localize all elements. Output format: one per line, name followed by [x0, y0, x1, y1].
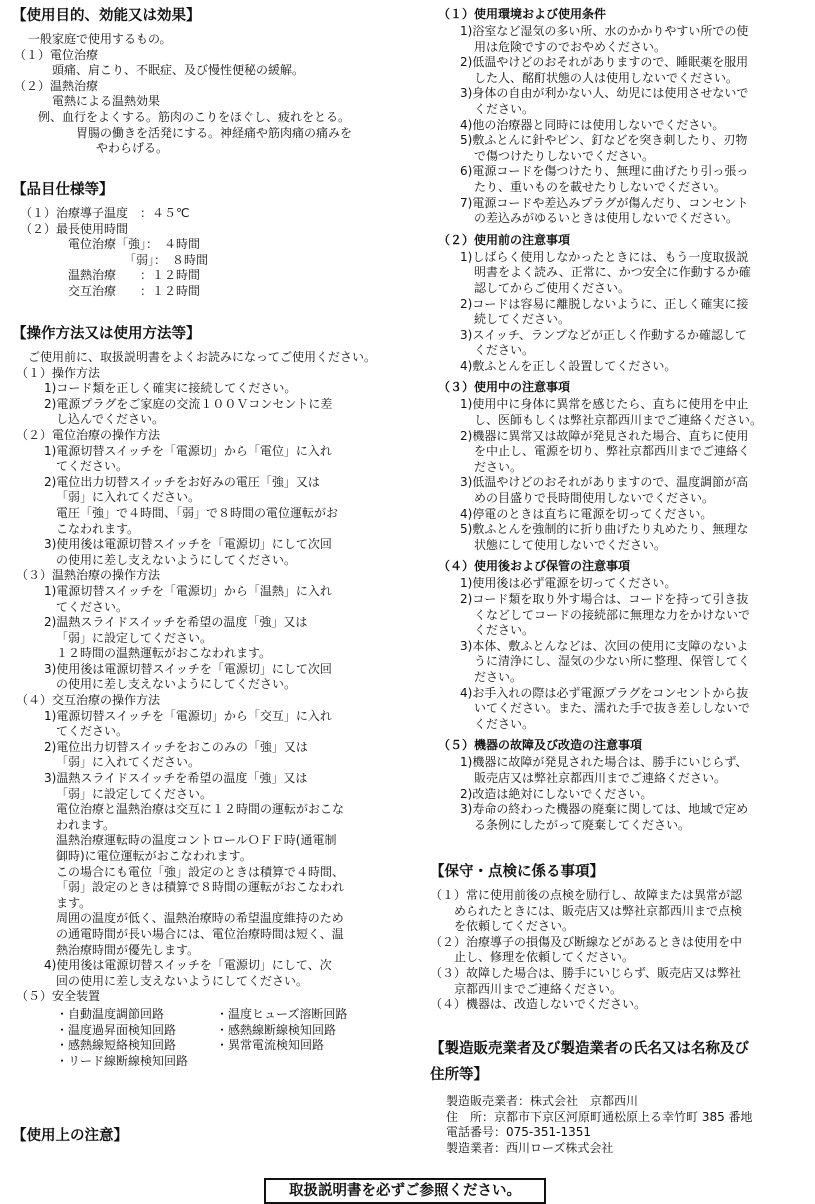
- caution-line: めの目盛りで長時間使用しないでください。: [474, 491, 715, 506]
- operation-section: [12, 324, 402, 1069]
- caution-line: 4)他の治療器と同時には使用しないでください。: [460, 117, 725, 132]
- maker-section: [430, 1036, 808, 1156]
- operation-line: 3)温熱スライドスイッチを希望の温度「強」又は: [44, 771, 308, 786]
- operation-line: 2)温熱スライドスイッチを希望の温度「強」又は: [44, 615, 308, 630]
- caution-line: を中止し、電源を切り、弊社京都西川までご連絡く: [474, 444, 751, 459]
- operation-line: 1)コード類を正しく確実に接続してください。: [44, 381, 297, 396]
- caution-section: [438, 6, 808, 227]
- operation-line: 「弱」に設定してください。: [56, 786, 213, 801]
- caution-line: たり、重いものを載せたりしないでください。: [474, 179, 727, 194]
- caution-line: 3)寿命の終わった機器の廃棄に関しては、地域で定め: [460, 802, 749, 817]
- operation-line: の使用に差し支えないようにしてください。: [56, 677, 297, 692]
- maintenance-line: （３）故障した場合は、勝手にいじらず、販売店又は弊社: [430, 965, 742, 980]
- operation-line: 3)使用後は電源切替スイッチを「電源切」にして次回: [44, 661, 332, 676]
- caution-line: 2)コード類を取り外す場合は、コードを持って引き抜: [460, 592, 749, 606]
- operation-line: 2)電源プラグをご家庭の交流１００Ｖコンセントに差: [44, 396, 333, 411]
- caution-line: ください。: [474, 101, 535, 116]
- caution-section: [438, 558, 808, 732]
- caution-line: ださい。: [474, 669, 523, 684]
- maintenance-section: [430, 862, 808, 1013]
- caution-section-title: （４）使用後および保管の注意事項: [438, 559, 631, 574]
- caution-line: で傷つけたりしないでください。: [474, 148, 655, 163]
- caution-line: ください。: [474, 716, 535, 731]
- operation-line: の使用に差し支えないようにしてください。: [56, 552, 297, 567]
- operation-line: ます。: [56, 895, 92, 910]
- caution-line: 状態にして使用しないでください。: [474, 537, 667, 552]
- operation-lines: [12, 366, 402, 1005]
- spec-line: 温熱治療 ：１２時間: [68, 268, 201, 283]
- operation-line: の通電時間が長い場合には、電位治療時間は短く、温: [56, 926, 344, 941]
- safety-item: ・温度過昇面検知回路: [56, 1022, 177, 1037]
- operation-line: 「弱」に入れてください。: [56, 755, 201, 770]
- purpose-line: 一般家庭で使用するもの。: [28, 32, 172, 46]
- maintenance-line: 止し、修理を依頼してください。: [454, 950, 635, 965]
- operation-line: 3)使用後は電源切替スイッチを「電源切」にして次回: [44, 537, 332, 552]
- operation-line: 4)使用後は電源切替スイッチを「電源切」にして、次: [44, 958, 332, 973]
- maker-heading: 【製造販売業者及び製造業者の氏名又は名称及び: [430, 1041, 749, 1057]
- maintenance-line: （２）治療導子の損傷及び断線などがあるときは使用を中: [430, 934, 743, 949]
- caution-line: ださい。: [474, 459, 523, 474]
- maintenance-line: められたときには、販売店又は弊社京都西川まで点検: [454, 903, 743, 918]
- maintenance-line: （１）常に使用前後の点検を励行し、故障または異常が認: [430, 888, 743, 902]
- spec-line: 電位治療「強」： ４時間: [68, 237, 201, 252]
- operation-line: 周囲の温度が低く、温熱治療時の希望温度維持のため: [56, 911, 344, 926]
- caution-line: ください。: [474, 343, 535, 358]
- caution-sections: [438, 6, 808, 838]
- operation-line: （１）操作方法: [16, 365, 101, 380]
- caution-line: 3)本体、敷ふとんなどは、次回の使用に支障のないよ: [460, 638, 749, 653]
- caution-line: 1)機器に故障が発見された場合は、勝手にいじらず、: [460, 755, 748, 770]
- operation-line: われます。: [56, 817, 116, 832]
- caution-line: 認してからご使用ください。: [474, 280, 631, 295]
- operation-line: てください。: [56, 599, 129, 614]
- caution-line: る条例にしたがって廃棄してください。: [474, 817, 691, 832]
- spec-heading: 【品目仕様等】: [12, 182, 114, 198]
- caution-line: 1)使用中に身体に異常を感じたら、直ちに使用を中止: [460, 397, 749, 412]
- safety-item: ・感熱線断線検知回路: [216, 1022, 337, 1037]
- operation-line: 温熱治療運転時の温度コントロールＯＦＦ時(通電制: [56, 833, 337, 848]
- operation-line: （３）温熱治療の操作方法: [16, 568, 161, 583]
- operation-line: 「弱」に設定してください。: [56, 630, 213, 645]
- caution-line: 5)敷ふとんを強制的に折り曲げたり丸めたり、無理な: [460, 522, 749, 537]
- operation-heading: 【操作方法又は使用方法等】: [12, 326, 201, 342]
- caution-line: し、医師もしくは弊社京都西川までご連絡ください。: [474, 413, 763, 428]
- caution-line: うに清浄にし、湿気の少ない所に整理、保管してく: [474, 654, 751, 669]
- caution-line: 6)電源コードを傷つけたり、無理に曲げたり引っ張っ: [460, 164, 749, 179]
- caution-section-title: （５）機器の故障及び改造の注意事項: [438, 738, 643, 753]
- operation-line: てください。: [56, 724, 129, 739]
- caution-line: いてください。また、濡れた手で抜き差ししないで: [474, 701, 751, 716]
- purpose-section: [12, 6, 352, 157]
- operation-line: 「弱」に入れてください。: [56, 490, 201, 505]
- caution-line: 4)停電のときは直ちに電源を切ってください。: [460, 506, 713, 521]
- caution-line: 2)低温やけどのおそれがありますので、睡眠薬を服用: [460, 55, 749, 70]
- operation-line: し込んでください。: [56, 412, 165, 427]
- caution-line: 明書をよく読み、正常に、かつ安全に作動するか確: [474, 265, 751, 280]
- caution-section-title: （１）使用環境および使用条件: [438, 7, 607, 21]
- caution-line: 4)敷ふとんを正しく設置してください。: [460, 358, 677, 373]
- caution-line: くなどしてコードの接続部に無理な力をかけないで: [474, 607, 751, 622]
- caution-section-title: （２）使用前の注意事項: [438, 232, 571, 247]
- operation-line: 1)電源切替スイッチを「電源切」から「電位」に入れ: [44, 443, 332, 458]
- operation-line: （５）安全装置: [16, 989, 101, 1004]
- maintenance-line: を依頼してください。: [454, 919, 575, 934]
- caution-line: した人、酩酊状態の人は使用しないでください。: [474, 70, 739, 85]
- caution-line: 2)改造は絶対にしないでください。: [460, 786, 653, 801]
- caution-line: 用は危険ですのでおやめください。: [474, 39, 667, 54]
- maintenance-line: （４）機器は、改造しないでください。: [430, 997, 647, 1012]
- caution-section: [438, 379, 808, 553]
- caution-line: の差込みがゆるいときは使用しないでください。: [474, 211, 739, 226]
- caution-line: 3)低温やけどのおそれがありますので、温度調節が高: [460, 475, 749, 490]
- purpose-line: （１）電位治療: [14, 47, 99, 62]
- caution-line: 1)しばらく使用しなかったときには、もう一度取扱説: [460, 249, 749, 264]
- operation-line: この場合にも電位「強」設定のときは積算で４時間、: [56, 864, 345, 879]
- spec-line: （１）治療導子温度 ：４５℃: [20, 206, 190, 220]
- operation-line: 1)電源切替スイッチを「電源切」から「交互」に入れ: [44, 708, 332, 723]
- notice-box: 取扱説明書を必ずご参照ください。: [264, 1178, 546, 1204]
- operation-line: 2)電位出力切替スイッチをおこのみの「強」又は: [44, 739, 308, 754]
- caution-line: 3)身体の自由が利かない人、幼児には使用させないで: [460, 86, 749, 101]
- safety-list-right: [216, 1007, 347, 1069]
- maintenance-heading: 【保守・点検に係る事項】: [430, 864, 604, 880]
- safety-list-left: [56, 1007, 216, 1069]
- purpose-line: 胃腸の働きを活発にする。神経痛や筋肉痛の痛みを: [76, 125, 353, 140]
- caution-line: 3)スイッチ、ランプなどが正しく作動するか確認して: [460, 327, 747, 342]
- operation-intro: ご使用前に、取扱説明書をよくお読みになってご使用ください。: [28, 350, 377, 364]
- operation-line: 御時)に電位運転がおこなわれます。: [56, 849, 252, 863]
- maker-line: 製造業者：西川ローズ株式会社: [446, 1140, 614, 1155]
- caution-line: 1)浴室など湿気の多い所、水のかかりやすい所での使: [460, 24, 749, 38]
- maker-heading-cont: 住所等】: [430, 1067, 488, 1083]
- caution-line: 2)コードは容易に離脱しないように、正しく確実に接: [460, 296, 749, 311]
- operation-line: （２）電位治療の操作方法: [16, 427, 161, 442]
- safety-devices: [12, 1007, 402, 1069]
- maintenance-line: 京都西川までご連絡ください。: [454, 981, 623, 996]
- purpose-heading: 【使用目的、効能又は効果】: [12, 8, 201, 24]
- caution-section-title: （３）使用中の注意事項: [438, 380, 571, 395]
- spec-line: 「弱」： ８時間: [124, 252, 209, 267]
- safety-item: ・自動温度調節回路: [56, 1006, 165, 1021]
- caution-line: 続してください。: [474, 312, 571, 327]
- maker-line: 住 所：京都市下京区河原町通松原上る幸竹町 385 番地: [446, 1109, 753, 1124]
- maker-line: 電話番号：075-351-1351: [446, 1125, 592, 1140]
- operation-line: １２時間の温熱運転がおこなわれます。: [56, 646, 272, 661]
- operation-line: こなわれます。: [56, 521, 140, 536]
- safety-item: ・感熱線短絡検知回路: [56, 1038, 177, 1053]
- safety-item: ・異常電流検知回路: [216, 1038, 325, 1053]
- purpose-line: 頭痛、肩こり、不眠症、及び慢性便秘の緩解。: [52, 63, 305, 78]
- operation-line: 回の使用に差し支えないようにしてください。: [56, 973, 309, 988]
- operation-line: 1)電源切替スイッチを「電源切」から「温熱」に入れ: [44, 583, 332, 598]
- spec-section: [12, 180, 208, 300]
- operation-line: 「弱」設定のときは積算で８時間の運転がおこなわれ: [56, 880, 345, 895]
- purpose-line: やわらげる。: [96, 141, 169, 156]
- caution-line: 4)お手入れの際は必ず電源プラグをコンセントから抜: [460, 685, 749, 700]
- safety-item: ・リード線断線検知回路: [56, 1053, 189, 1068]
- operation-line: てください。: [56, 459, 129, 474]
- caution-line: 7)電源コードや差込みプラグが傷んだり、コンセント: [460, 195, 749, 210]
- spec-line: 交互治療 ：１２時間: [68, 283, 201, 298]
- caution-heading: 【使用上の注意】: [12, 1128, 128, 1144]
- caution-line: ください。: [474, 623, 535, 638]
- purpose-line: 例、血行をよくする。筋肉のこりをほぐし、疲れをとる。: [38, 109, 351, 124]
- operation-line: 熱治療時間が優先します。: [56, 942, 200, 957]
- spec-line: （２）最長使用時間: [20, 221, 129, 236]
- operation-line: （４）交互治療の操作方法: [16, 693, 161, 708]
- caution-line: 5)敷ふとんに針やピン、釘などを突き刺したり、刃物: [460, 133, 748, 148]
- operation-line: 2)電位出力切替スイッチをお好みの電圧「強」又は: [44, 474, 320, 489]
- operation-line: 電位治療と温熱治療は交互に１２時間の運転がおこな: [56, 802, 345, 817]
- maker-line: 製造販売業者：株式会社 京都西川: [446, 1094, 639, 1108]
- safety-item: ・温度ヒューズ溶断回路: [216, 1006, 348, 1021]
- caution-section: [438, 232, 808, 375]
- caution-line: 1)使用後は必ず電源を切ってください。: [460, 576, 677, 591]
- purpose-line: 電熱による温熱効果: [52, 94, 161, 109]
- purpose-line: （２）温熱治療: [14, 78, 99, 93]
- caution-line: 2)機器に異常又は故障が発見された場合、直ちに使用: [460, 428, 749, 443]
- caution-line: 販売店又は弊社京都西川までご連絡ください。: [474, 770, 727, 785]
- operation-line: 電圧「強」で４時間、「弱」で８時間の電位運転がお: [56, 505, 339, 520]
- caution-section: [438, 737, 808, 833]
